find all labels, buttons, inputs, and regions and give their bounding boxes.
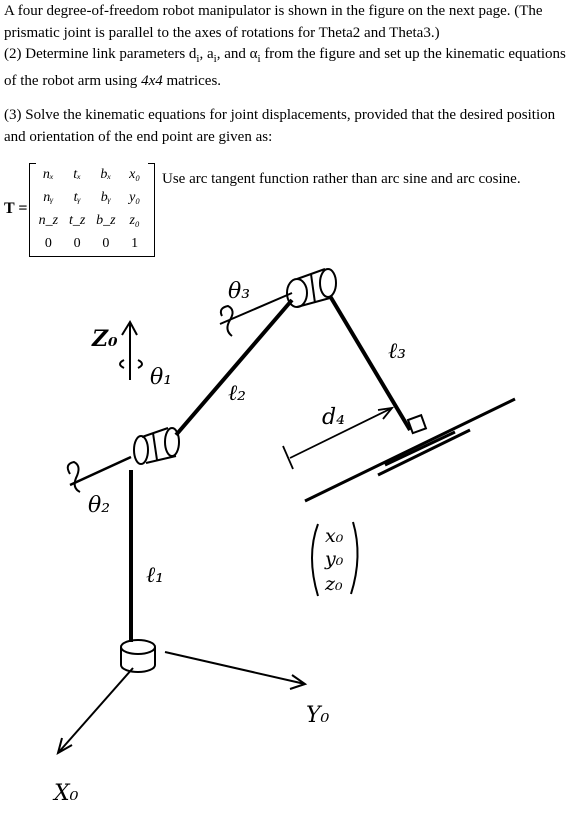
matrix-cell: bₓ [100,167,112,182]
matrix-cell: bᵧ [100,190,111,205]
matrix-cell: t_z [68,213,86,228]
z0-axis [120,322,142,380]
matrix-cell: n_z [38,213,59,228]
matrix-label: T = [4,200,28,217]
x0-axis [58,668,133,753]
problem-part-2: (2) Determine link parameters $d_i$, $a_i$, and $\alpha_i$ from the figure and set up the kinematic equations of the robot arm using 4x4 matrices. [4,46,566,89]
robot-figure [0,260,582,815]
l1-label: ℓ₁ [146,563,164,588]
x0-axis-label: X₀ [54,781,79,806]
y0-vector-label: y₀ [325,548,344,570]
base-frame [58,640,305,753]
d4-label: d₄ [322,405,345,430]
l3-label: ℓ₃ [388,339,406,364]
matrix-cell: y₀ [129,190,141,205]
z0-label: Z₀ [92,326,118,352]
matrix-cell: tₓ [73,167,82,182]
matrix-cell: 0 [102,236,110,251]
y0-axis [165,652,305,684]
x0-vector-label: x₀ [325,525,344,547]
matrix-cell: 0 [44,236,52,251]
matrix-cell: x₀ [129,167,141,182]
problem-intro: A four degree-of-freedom robot manipulator is shown in the figure on the next page. (The prismatic joint is parallel to the axes of rotations for Theta2 and Theta3.) [4,3,543,41]
matrix-cell: nᵧ [43,190,54,205]
matrix-cell: tᵧ [73,190,81,205]
matrix-cell: 0 [73,236,81,251]
matrix-cell: nₓ [42,167,54,182]
matrix-cell: 1 [131,236,139,251]
base-cylinder [121,640,155,672]
joint-2 [70,428,179,485]
l2-label: ℓ₂ [228,381,246,406]
y0-axis-label: Y₀ [306,703,330,728]
link-2 [176,300,292,435]
theta1-label: θ₁ [150,365,173,390]
theta2-label: θ₂ [88,493,111,518]
matrix-cell: z₀ [129,213,140,228]
problem-part-3: (3) Solve the kinematic equations for joint displacements, provided that the desired position and orientation of the end point are given as: [4,107,556,145]
theta3-label: θ₃ [228,279,251,304]
matrix-grid [34,165,149,254]
theta2-arrow [68,462,80,492]
instruction-note: Use arc tangent function rather than arc sine and arc cosine. [162,171,521,187]
matrix-cell: b_z [96,213,116,228]
right-angle-mark [408,415,426,433]
z0-vector-label: z₀ [325,573,343,595]
